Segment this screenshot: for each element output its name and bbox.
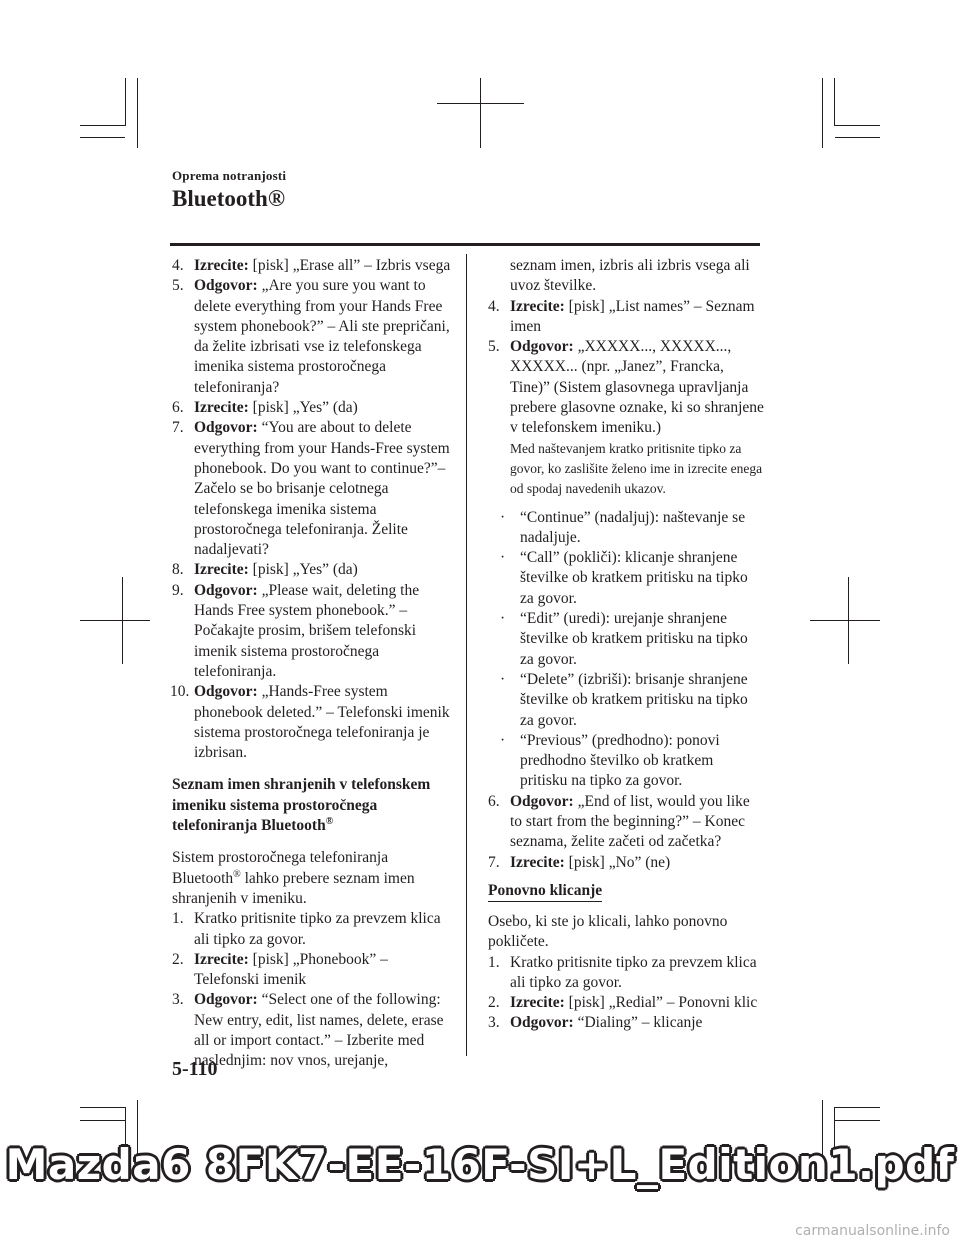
step-text: “Select one of the following: New entry, edit, list names, delete, erase all or import contact.” – Izberite med naslednjim: nov vnos, urejanje, (194, 991, 444, 1070)
step-text: [pisk] „Phonebook” – Telefonski imenik (194, 950, 388, 989)
step-label: Odgovor: (510, 1014, 574, 1032)
step-number: 2. (488, 994, 500, 1012)
step-label: Izrecite: (510, 297, 565, 315)
step-number: 5. (172, 277, 184, 295)
bullet-dot-icon: · (500, 731, 506, 749)
section-label: Oprema notranjosti (172, 168, 287, 183)
step-label: Izrecite: (194, 257, 249, 274)
document-filename: Mazda6 8FK7-EE-16F-SI+L_Edition1.pdf (5, 1140, 955, 1189)
section-heading: Seznam imen shranjenih v telefonskem imeniku sistema prostoročnega telefoniranja Bluetooth® (172, 776, 431, 835)
bullet-item: · “Previous” (predhodno): ponovi predhodno številko ob kratkem pritisku na tipko za govor. (500, 731, 720, 790)
list-item (172, 581, 452, 682)
step-text: [pisk] „No” (ne) (564, 853, 671, 871)
step-number: 10. (170, 683, 190, 701)
list-item (172, 398, 452, 418)
step-text: „XXXXX..., XXXXX..., XXXXX... (npr. „Janez”, Francka, Tine)” (Sistem glasovnega upravljanja prebere glasovne oznake, ki so shranjene v telefonskem imeniku.) (510, 338, 764, 437)
step-text: „Hands-Free system phonebook deleted.” – Telefonski imenik sistema prostoročnega telefoniranja je izbrisan. (194, 683, 450, 762)
steps-list (172, 256, 452, 763)
bullet-list (488, 508, 764, 792)
step-number: 1. (172, 910, 184, 928)
step-label: Odgovor: (194, 419, 258, 437)
step-number: 5. (488, 338, 500, 356)
list-item (172, 909, 452, 950)
list-item (172, 276, 452, 398)
step-label: Odgovor: (194, 683, 258, 701)
list-item (488, 953, 764, 994)
step-number: 4. (488, 297, 500, 315)
step-number: 4. (172, 257, 184, 274)
step-number: 6. (172, 399, 184, 417)
steps-list (488, 953, 764, 1034)
left-column (172, 256, 452, 1072)
step-number: 6. (488, 792, 500, 810)
step-text: [pisk] „Erase all” – Izbris vsega (248, 257, 451, 274)
bullet-dot-icon: · (500, 610, 506, 628)
list-item (488, 297, 764, 338)
bullet-dot-icon: · (500, 670, 506, 688)
note-text: Med naštevanjem kratko pritisnite tipko za govor, ko zaslišite želeno ime in izrecite enega od spodaj navedenih ukazov. (510, 440, 763, 497)
bullet-item: · “Continue” (nadaljuj): naštevanje se nadaljuje. (500, 508, 746, 546)
step-text: „Are you sure you want to delete everything from your Hands Free system phonebook?” – Ali ste prepričani, da želite izbrisati vse iz telefonskega imenika sistema prostoročnega telefoniranja? (194, 277, 450, 396)
steps-list (488, 792, 764, 873)
column-divider (466, 254, 467, 1056)
list-item (488, 792, 764, 853)
page-title: Bluetooth® (172, 186, 286, 211)
step-text: “Dialing” – klicanje (573, 1014, 703, 1032)
header-rule (170, 243, 760, 246)
list-item (488, 1013, 764, 1033)
step-text: [pisk] „Redial” – Ponovni klic (564, 994, 758, 1012)
step-number: 8. (172, 561, 184, 579)
continued-text: seznam imen, izbris ali izbris vsega ali uvoz številke. (510, 257, 750, 295)
step-label: Odgovor: (194, 277, 258, 295)
step-text: “You are about to delete everything from your Hands-Free system phonebook. Do you want to continue?”– Začelo se bo brisanje celotnega telefonskega imenika sistema prostoročnega telefoniranja. Želite nadaljevati? (194, 419, 450, 559)
list-item (172, 256, 452, 276)
step-label: Odgovor: (510, 338, 574, 356)
step-text: [pisk] „Yes” (da) (248, 399, 358, 417)
step-number: 9. (172, 581, 184, 599)
step-label: Izrecite: (510, 853, 565, 871)
step-number: 3. (488, 1014, 500, 1032)
step-number: 2. (172, 950, 184, 968)
step-label: Izrecite: (194, 399, 249, 417)
steps-list (488, 297, 764, 439)
step-text: [pisk] „List names” – Seznam imen (510, 297, 755, 335)
list-item (488, 853, 764, 873)
step-text: „End of list, would you like to start from the beginning?” – Konec seznama, želite začeti od začetka? (510, 792, 750, 851)
intro-paragraph: Sistem prostoročnega telefoniranja Bluetooth® lahko prebere seznam imen shranjenih v imeniku. (172, 849, 415, 907)
step-label: Odgovor: (194, 581, 258, 599)
step-number: 7. (488, 853, 500, 871)
intro-paragraph: Osebo, ki ste jo klicali, lahko ponovno pokličete. (488, 912, 728, 951)
list-item (172, 950, 452, 991)
step-label: Odgovor: (194, 991, 258, 1009)
bullet-dot-icon: · (500, 508, 506, 526)
list-item (488, 337, 764, 438)
subsection-heading: Ponovno klicanje (488, 881, 602, 902)
list-item (172, 560, 452, 580)
list-item (172, 418, 452, 560)
list-item (172, 682, 452, 763)
list-item (488, 993, 764, 1013)
right-column (488, 256, 764, 1034)
step-text: Kratko pritisnite tipko za prevzem klica ali tipko za govor. (510, 953, 757, 991)
step-label: Izrecite: (194, 950, 249, 968)
bullet-dot-icon: · (500, 549, 506, 567)
watermark-link[interactable]: carmanualsonline.info (795, 1223, 950, 1239)
step-text: Kratko pritisnite tipko za prevzem klica ali tipko za govor. (194, 910, 441, 948)
step-number: 1. (488, 953, 500, 971)
step-number: 7. (172, 419, 184, 437)
bullet-item: · “Call” (pokliči): klicanje shranjene številke ob kratkem pritisku na tipko za govor. (500, 549, 748, 607)
step-label: Izrecite: (510, 994, 565, 1012)
step-text: „Please wait, deleting the Hands Free system phonebook.” – Počakajte prosim, brišem telefonski imenik sistema prostoročnega telefoniranja. (194, 581, 420, 680)
step-text: [pisk] „Yes” (da) (248, 561, 358, 579)
page-number: 5-110 (172, 1058, 218, 1080)
step-label: Odgovor: (510, 792, 574, 810)
step-label: Izrecite: (194, 561, 249, 579)
step-number: 3. (172, 991, 184, 1009)
bullet-item: · “Edit” (uredi): urejanje shranjene številke ob kratkem pritisku na tipko za govor. (500, 610, 748, 668)
bullet-item: · “Delete” (izbriši): brisanje shranjene številke ob kratkem pritisku na tipko za govor. (500, 670, 748, 729)
steps-list (172, 909, 452, 1071)
